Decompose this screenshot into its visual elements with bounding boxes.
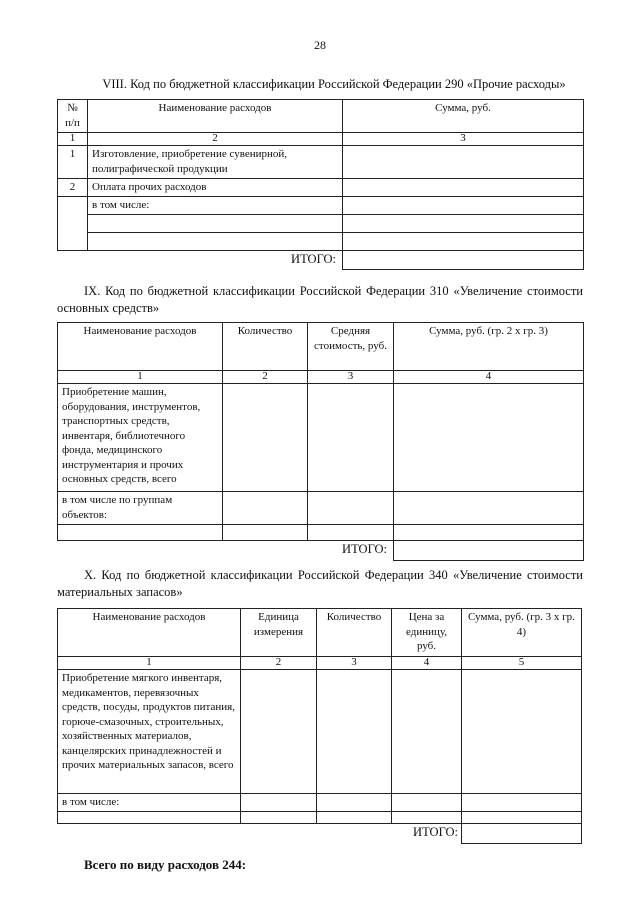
empty-cell — [394, 384, 584, 492]
empty-cell — [58, 811, 241, 823]
empty-cell — [88, 215, 343, 233]
header-name: Наименование расходов — [88, 100, 343, 133]
empty-cell — [462, 811, 582, 823]
row-num: 2 — [58, 179, 88, 197]
empty-cell — [394, 492, 584, 525]
empty-cell — [308, 384, 394, 492]
itogo-label: ИТОГО: — [342, 542, 387, 556]
colnum: 3 — [317, 657, 392, 670]
empty-cell — [223, 492, 308, 525]
empty-cell — [241, 811, 317, 823]
header-price: Цена за единицу, руб. — [392, 609, 462, 657]
table-section-8 — [57, 99, 584, 270]
colnum: 4 — [392, 657, 462, 670]
itogo-value-cell — [343, 251, 584, 270]
colnum: 2 — [241, 657, 317, 670]
itogo-label: ИТОГО: — [291, 252, 336, 266]
header-name: Наименование расходов — [58, 323, 223, 371]
header-sum: Сумма, руб. (гр. 3 х гр. 4) — [462, 609, 582, 657]
colnum: 1 — [58, 133, 88, 146]
empty-cell — [392, 794, 462, 812]
row-name: в том числе: — [58, 794, 241, 812]
header-sum: Сумма, руб. (гр. 2 х гр. 3) — [394, 323, 584, 371]
empty-cell — [223, 525, 308, 541]
empty-cell — [394, 525, 584, 541]
row-name: Оплата прочих расходов — [88, 179, 343, 197]
empty-cell — [308, 525, 394, 541]
empty-cell — [241, 794, 317, 812]
empty-cell — [223, 384, 308, 492]
header-quantity: Количество — [317, 609, 392, 657]
colnum: 2 — [88, 133, 343, 146]
empty-cell — [317, 811, 392, 823]
empty-cell — [58, 525, 223, 541]
table-section-9 — [57, 322, 584, 561]
row-name: Приобретение мягкого инвентаря, медикаментов, перевязочных средств, посуды, продуктов питания, горюче-смазочных, строительных, хозяйственных материалов, канцелярских принадлежностей и прочих материальных запасов, всего — [58, 670, 241, 794]
header-sum: Сумма, руб. — [343, 100, 584, 133]
section-9-title: IX. Код по бюджетной классификации Российской Федерации 310 «Увеличение стоимости основных средств» — [57, 284, 583, 315]
row-sum-cell — [343, 179, 584, 197]
colnum: 3 — [308, 371, 394, 384]
header-quantity: Количество — [223, 323, 308, 371]
header-name: Наименование расходов — [58, 609, 241, 657]
header-unit: Единица измерения — [241, 609, 317, 657]
empty-cell — [308, 492, 394, 525]
empty-cell — [462, 670, 582, 794]
empty-cell — [343, 233, 584, 251]
itogo-value-cell — [462, 823, 582, 843]
row-name: Изготовление, приобретение сувенирной, полиграфической продукции — [88, 146, 343, 179]
empty-cell — [88, 233, 343, 251]
empty-cell — [241, 670, 317, 794]
page-number: 28 — [314, 38, 326, 52]
colnum: 5 — [462, 657, 582, 670]
itogo-value-cell — [394, 541, 584, 561]
section-10-title: X. Код по бюджетной классификации Российской Федерации 340 «Увеличение стоимости материальных запасов» — [57, 568, 583, 599]
colnum: 3 — [343, 133, 584, 146]
empty-cell — [462, 794, 582, 812]
colnum: 4 — [394, 371, 584, 384]
row-num: 1 — [58, 146, 88, 179]
colnum: 1 — [58, 657, 241, 670]
empty-cell — [343, 215, 584, 233]
empty-cell — [392, 670, 462, 794]
row-num — [58, 197, 88, 251]
empty-cell — [317, 794, 392, 812]
header-num: № п/п — [58, 100, 88, 133]
colnum: 2 — [223, 371, 308, 384]
header-avg-cost: Средняя стоимость, руб. — [308, 323, 394, 371]
empty-cell — [392, 811, 462, 823]
row-sum-cell — [343, 146, 584, 179]
total-by-expense-type: Всего по виду расходов 244: — [84, 857, 247, 872]
itogo-label: ИТОГО: — [413, 824, 458, 839]
table-section-10 — [57, 608, 582, 844]
row-sum-cell — [343, 197, 584, 215]
row-name: в том числе: — [88, 197, 343, 215]
colnum: 1 — [58, 371, 223, 384]
section-8-title: VIII. Код по бюджетной классификации Российской Федерации 290 «Прочие расходы» — [102, 77, 566, 91]
empty-cell — [317, 670, 392, 794]
row-name: Приобретение машин, оборудования, инструментов, транспортных средств, инвентаря, библиотечного фонда, медицинского инструментария и прочих основных средств, всего — [58, 384, 223, 492]
row-name: в том числе по группам объектов: — [58, 492, 223, 525]
